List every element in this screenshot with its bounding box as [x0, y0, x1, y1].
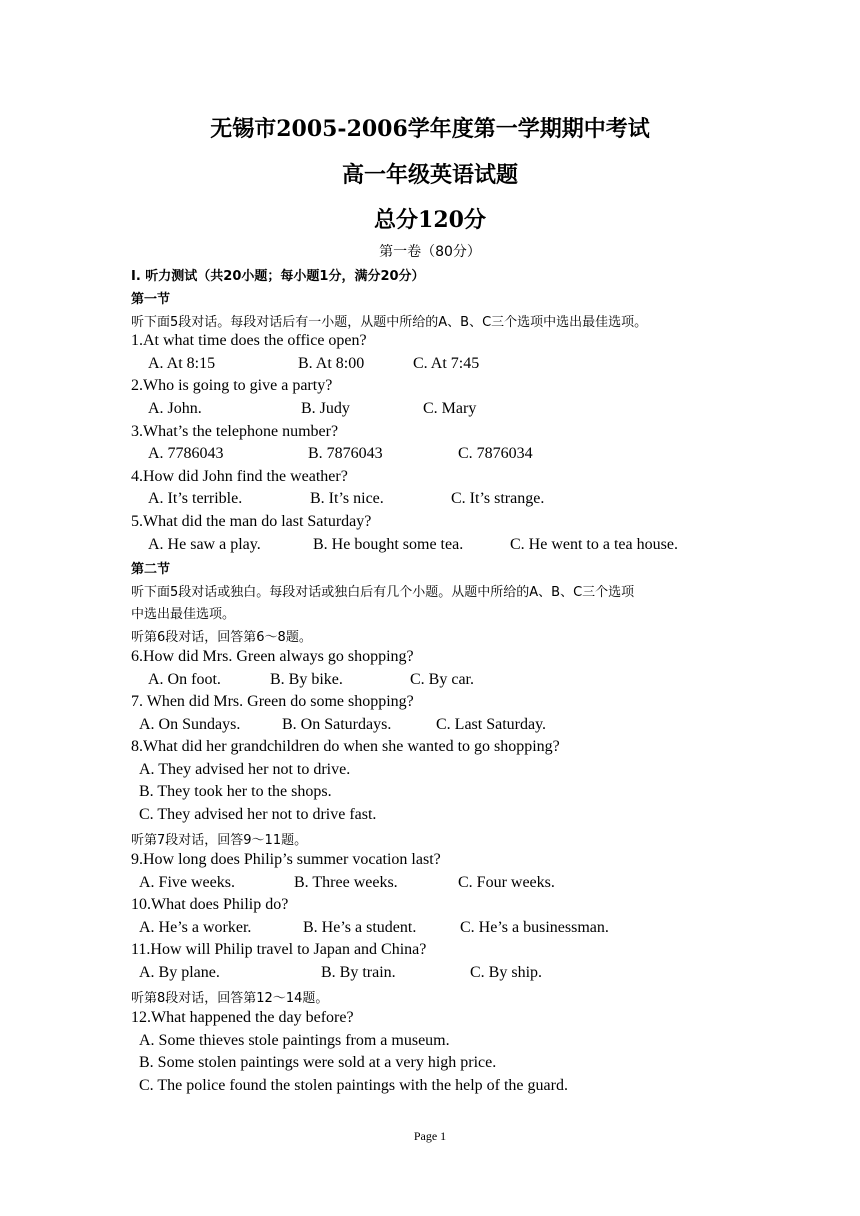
- option-a: A. 7786043: [148, 445, 224, 462]
- option-b: B. Some stolen paintings were sold at a very high price.: [139, 1054, 497, 1071]
- section2-instruction-line2: 中选出最佳选项。: [131, 607, 236, 622]
- option-b: B. He bought some tea.: [313, 536, 464, 553]
- option-c: C. He went to a tea house.: [510, 536, 678, 553]
- question-5: 5.What did the man do last Saturday?: [131, 513, 372, 530]
- option-a: A. John.: [148, 400, 202, 417]
- option-a: A. They advised her not to drive.: [139, 761, 351, 778]
- question-10: 10.What does Philip do?: [131, 896, 289, 913]
- page-number: Page 1: [413, 1129, 447, 1143]
- option-a: A. At 8:15: [148, 355, 216, 372]
- option-c: C. Last Saturday.: [436, 716, 547, 733]
- option-b: B. By train.: [321, 964, 396, 981]
- section1-label: 第一节: [131, 292, 171, 307]
- dialogue-7-instruction: 听第7段对话，回答9～11题。: [131, 833, 308, 848]
- option-b: B. 7876043: [308, 445, 383, 462]
- option-a: A. On foot.: [148, 671, 221, 688]
- option-c: C. They advised her not to drive fast.: [139, 806, 377, 823]
- option-b: B. By bike.: [270, 671, 343, 688]
- question-7: 7. When did Mrs. Green do some shopping?: [131, 693, 414, 710]
- option-a: A. Some thieves stole paintings from a museum.: [139, 1032, 450, 1049]
- option-c: C. 7876034: [458, 445, 533, 462]
- question-11: 11.How will Philip travel to Japan and China?: [131, 941, 427, 958]
- option-c: C. By ship.: [470, 964, 543, 981]
- total-score: 总分120分: [374, 207, 486, 233]
- option-a: A. He’s a worker.: [139, 919, 252, 936]
- option-a: A. He saw a play.: [148, 536, 261, 553]
- option-a: A. It’s terrible.: [148, 490, 243, 507]
- option-b: B. It’s nice.: [310, 490, 384, 507]
- exam-title: 无锡市2005-2006学年度第一学期期中考试: [210, 116, 650, 142]
- question-4: 4.How did John find the weather?: [131, 468, 348, 485]
- option-b: B. They took her to the shops.: [139, 783, 332, 800]
- exam-subtitle: 高一年级英语试题: [341, 162, 518, 188]
- option-a: A. On Sundays.: [139, 716, 241, 733]
- question-9: 9.How long does Philip’s summer vocation last?: [131, 851, 441, 868]
- option-b: B. Judy: [301, 400, 350, 417]
- section2-label: 第二节: [131, 562, 171, 577]
- option-c: C. Mary: [423, 400, 477, 417]
- question-1: 1.At what time does the office open?: [131, 332, 367, 349]
- option-a: A. Five weeks.: [139, 874, 235, 891]
- option-b: B. He’s a student.: [303, 919, 417, 936]
- volume-label: 第一卷（80分）: [379, 244, 481, 260]
- dialogue-6-instruction: 听第6段对话，回答第6～8题。: [131, 630, 312, 645]
- section1-instruction: 听下面5段对话。每段对话后有一小题，从题中所给的A、B、C三个选项中选出最佳选项。: [131, 315, 648, 330]
- option-b: B. On Saturdays.: [282, 716, 392, 733]
- option-c: C. It’s strange.: [451, 490, 545, 507]
- question-3: 3.What’s the telephone number?: [131, 423, 339, 440]
- question-6: 6.How did Mrs. Green always go shopping?: [131, 648, 414, 665]
- option-c: C. The police found the stolen paintings with the help of the guard.: [139, 1077, 568, 1094]
- option-a: A. By plane.: [139, 964, 220, 981]
- option-c: C. By car.: [410, 671, 474, 688]
- dialogue-8-instruction: 听第8段对话，回答第12～14题。: [131, 991, 329, 1006]
- section2-instruction-line1: 听下面5段对话或独白。每段对话或独白后有几个小题。从题中所给的A、B、C三个选项: [131, 585, 635, 600]
- option-b: B. At 8:00: [298, 355, 365, 372]
- question-8: 8.What did her grandchildren do when she wanted to go shopping?: [131, 738, 560, 755]
- question-12: 12.What happened the day before?: [131, 1009, 354, 1026]
- question-2: 2.Who is going to give a party?: [131, 377, 333, 394]
- option-c: C. At 7:45: [413, 355, 480, 372]
- part1-heading: Ⅰ. 听力测试（共20小题；每小题1分，满分20分）: [131, 269, 425, 284]
- option-c: C. Four weeks.: [458, 874, 555, 891]
- option-b: B. Three weeks.: [294, 874, 398, 891]
- option-c: C. He’s a businessman.: [460, 919, 609, 936]
